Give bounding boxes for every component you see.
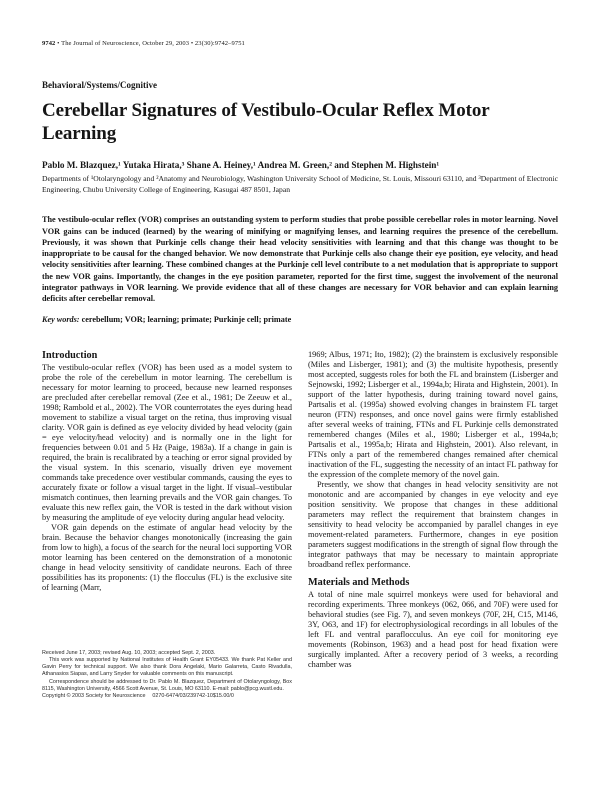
introduction-continuation: 1969; Albus, 1971; Ito, 1982); (2) the brainstem is exclusively responsible (Miles and Lisberger, 1981); and (3) the multisite hypothesis, presently most accepted, suggests roles for both the FL and brainstem (Lisberger and Sejnowski, 1992; Lisberger et al., 1994a,b; Hirata and Highstein, 2001). In support of the latter hypothesis, during training toward novel gains, Partsalis et al. (1995a) showed evolving changes in brainstem FL target neuron (FTN) responses, and once novel gains were firmly established after several weeks of training, FTNs and FL Purkinje cells demonstrated remembered changes (Miles et al., 1980; Lisberger et al., 1994a,b; Partsalis et al., 1995a,b; Hirata and Highstein, 2001). Also relevant, in FTNs only a part of the remembered changes remained after chemical inactivation of the FL, suggesting the necessity of an intact FL pathway for the expression of the complete memory of the novel gain. xyxy=(308,350,558,480)
keywords-line xyxy=(42,315,558,324)
methods-paragraph: A total of nine male squirrel monkeys were used for behavioral and recording experiments. Three monkeys (062, 066, and 70F) were used for behavioral studies (see Fig. 7), and seven monkeys (70F, 2H, C15, M146, 3Y, O63, and 1F) for electrophysiological recordings in all lobules of the left FL and ventral paraflocculus. An eye coil for monitoring eye movements (Robinson, 1963) and a head post for head fixation were surgically implanted. After a recovery period of 3 weeks, a recording chamber was xyxy=(308,589,558,669)
section-label: Behavioral/Systems/Cognitive xyxy=(42,80,157,90)
methods-heading: Materials and Methods xyxy=(308,576,410,588)
footnote-received: Received June 17, 2003; revised Aug. 10, 2003; accepted Sept. 2, 2003. xyxy=(42,649,216,656)
running-head xyxy=(42,40,558,47)
page-number: 9742 xyxy=(42,40,56,47)
abstract-text: The vestibulo-ocular reflex (VOR) comprises an outstanding system to perform studies that probe possible cerebellar roles in motor learning. Novel VOR gains can be induced (learned) by the wearing of minifying or magnifying lenses, and learning requires the presence of the cerebellum. Previously, it was shown that Purkinje cells change their head velocity sensitivities with learning and that this change was thought to be inappropriate to be causal for the changed behavior. We now demonstrate that Purkinje cells also change their eye position, eye velocity, and head velocity sensitivities after learning. These combined changes at the Purkinje cell level contribute to a net modulation that is appropriate to support the new VOR gains. Importantly, the changes in the eye position parameter, reported for the first time, suggest the involvement of the neuronal integrator pathways in VOR learning. We provide evidence that all of these changes are necessary for VOR behavior and can explain learning deficits after cerebellar removal. xyxy=(42,215,558,303)
affiliations: Departments of ¹Otolaryngology and ²Anatomy and Neurobiology, Washington University School of Medicine, St. Louis, Missouri 63110, and ³Department of Electronic Engineering, Chubu University College of Engineering, Kasugai 487 8501, Japan xyxy=(42,174,558,195)
footnote-support: This work was supported by National Institutes of Health Grant EY05433. We thank Pat Keller and Gavin Perry for technical support. We also thank Dora Angelaki, Mario Galarreta, Casto Rivadulla, Athanasios Siapas, and Larry Snyder for valuable comments on this manuscript. xyxy=(42,657,292,678)
article-title: Cerebellar Signatures of Vestibulo-Ocular Reflex Motor Learning xyxy=(42,100,490,145)
introduction-paragraph-3: Presently, we show that changes in head velocity sensitivity are not monotonic and are accompanied by changes in eye velocity and eye position sensitivity. We propose that changes in these additional parameters may reflect the requirement that brainstem changes in sensitivity to head velocity be accompanied by parallel changes in eye movement-related parameters. Furthermore, changes in eye position parameters suggest modifications in the strength of signal flow through the integrator pathways that may be necessary to maintain appropriate broadband reflex performance. xyxy=(308,480,558,569)
author-line: Pablo M. Blazquez,¹ Yutaka Hirata,³ Shane A. Heiney,¹ Andrea M. Green,² and Stephen M. Highstein¹ xyxy=(42,160,440,171)
footnote-copyright: Copyright © 2003 Society for Neuroscience 0270-6474/03/239742-10$15.00/0 xyxy=(42,693,234,700)
introduction-heading: Introduction xyxy=(42,350,98,362)
footnote-block xyxy=(42,650,292,712)
footnote-correspondence: Correspondence should be addressed to Dr. Pablo M. Blazquez, Department of Otolaryngology, Box 8115, Washington University, 4566 Scott Avenue, St. Louis, MO 63110. E-mail: pablo@pcg.wustl.edu. xyxy=(42,678,292,692)
journal-citation: The Journal of Neuroscience, October 29, 2003 • 23(30):9742–9751 xyxy=(61,40,245,47)
left-column xyxy=(42,350,292,712)
introduction-paragraph-1: The vestibulo-ocular reflex (VOR) has been used as a model system to probe the role of the cerebellum in motor learning. The cerebellum is necessary for motor learning to proceed, because new learned responses are precluded after cerebellar removal (Zee et al., 1981; De Zeeuw et al., 1998; Rambold et al., 2002). The VOR counterrotates the eyes during head movement to stabilize a visual target on the retina, thus improving visual clarity. VOR gain is defined as eye velocity divided by head velocity (gain = eye velocity/head velocity) and is normally one in the light for frequencies between 0.01 and 5 Hz (Paige, 1983a). If a change in gain is required, the brain is recalibrated by a teaching or error signal provided by the visual system. In this scenario, visually driven eye movement commands take precedence over vestibular commands, causing the eyes to accurately fixate or follow a visual target in the light. If visual–vestibular mismatch continues, then learning prevails and the VOR gain changes. To evaluate this new reflex gain, the VOR is tested in the dark without vision by measuring the amplitude of eye velocity during angular head velocity. xyxy=(42,363,292,522)
keywords-label: Key words: xyxy=(42,315,80,325)
introduction-paragraph-2: VOR gain depends on the estimate of angular head velocity by the brain. Because the behavior changes monotonically (increasing the gain from low to high), a focus of the search for the neural loci supporting VOR motor learning has been centered on the demonstration of a monotonic change in head velocity sensitivity of candidate neurons. Each of three possibilities has its proponents: (1) the flocculus (FL) is the exclusive site of learning (Marr, xyxy=(42,522,292,592)
right-column xyxy=(308,350,558,712)
two-column-body xyxy=(42,350,558,712)
header-separator: • xyxy=(57,40,60,47)
keywords-list: cerebellum; VOR; learning; primate; Purkinje cell; primate xyxy=(81,315,292,325)
